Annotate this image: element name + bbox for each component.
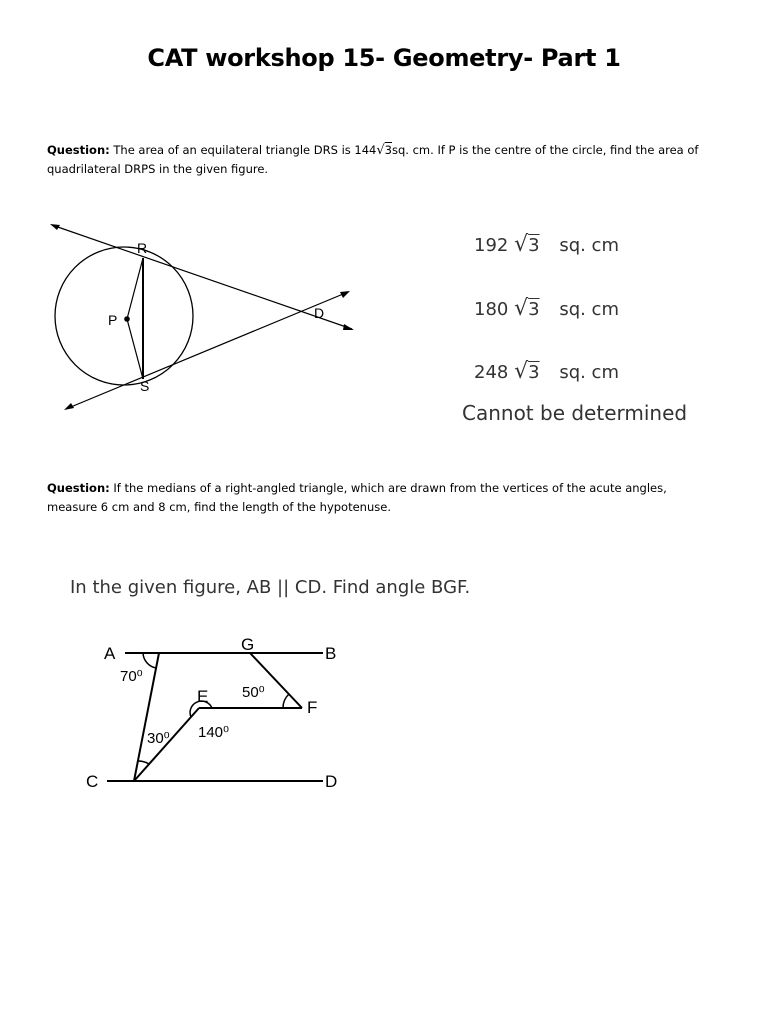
question-1-prefix: Question: [47,143,110,157]
option-2-unit: sq. cm [559,299,619,320]
question-1-text-before: The area of an equilateral triangle DRS is 144 [109,143,377,157]
angle-label-f: 50⁰ [242,684,265,701]
label-b: B [325,644,337,663]
option-1-unit: sq. cm [559,235,619,256]
question-3: In the given figure, AB || CD. Find angle BGF. [70,577,471,598]
label-d: D [325,772,338,791]
question-1 [47,141,717,179]
radical-sign: √ [514,359,529,384]
question-2-prefix: Question: [47,481,110,495]
option-3-coef: 248 [474,362,509,383]
option-3-unit: sq. cm [559,362,619,383]
radical-sign: √ [514,296,529,321]
angle-arc-f [283,694,289,708]
label-p: P [108,312,118,328]
option-3 [474,359,619,384]
tangent-line-lower [66,292,348,409]
label-f: F [307,698,318,717]
option-2 [474,296,619,321]
radicand: 3 [528,362,540,383]
label-a: A [104,644,116,663]
angle-arc-c [138,761,149,764]
question-1-text-after: sq. cm. If P is the centre of the circle, find the area of quadrilateral DRPS in the given figure. [47,143,699,176]
tangent-line-upper [52,225,352,329]
angle-arc-a [143,653,156,668]
question-1-sqrt [376,143,392,157]
question-2 [47,479,717,517]
arrow-head-upper-right [343,324,354,330]
question-2-text: If the medians of a right-angled triangle, which are drawn from the vertices of the acute angles, measure 6 cm and 8 cm, find the length of the hypotenuse. [47,481,667,514]
label-s: S [140,378,150,394]
angle-label-c: 30⁰ [147,730,170,747]
centre-point [124,316,130,322]
figure-circle-triangle [40,215,370,415]
option-4: Cannot be determined [462,401,688,425]
arrow-head-lower-left [64,403,74,410]
option-1 [474,232,619,257]
option-1-coef: 192 [474,235,509,256]
segment-pr [127,258,143,319]
arrow-head-lower-right [340,291,350,298]
label-c: C [86,772,99,791]
segment-ps [127,319,143,379]
angle-label-a: 70⁰ [120,668,143,685]
label-e: E [197,687,209,706]
option-2-coef: 180 [474,299,509,320]
label-r: R [137,240,148,256]
radicand: 3 [528,299,540,320]
page-title: CAT workshop 15- Geometry- Part 1 [147,44,621,72]
angle-label-e: 140⁰ [198,724,230,741]
radicand: 3 [528,235,540,256]
label-g: G [241,635,255,654]
figure-parallel-lines [80,635,370,800]
radical-sign: √ [376,143,385,158]
radical-sign: √ [514,232,529,257]
radicand: 3 [384,143,392,157]
label-d: D [314,305,325,321]
arrow-head-upper-left [50,224,60,230]
